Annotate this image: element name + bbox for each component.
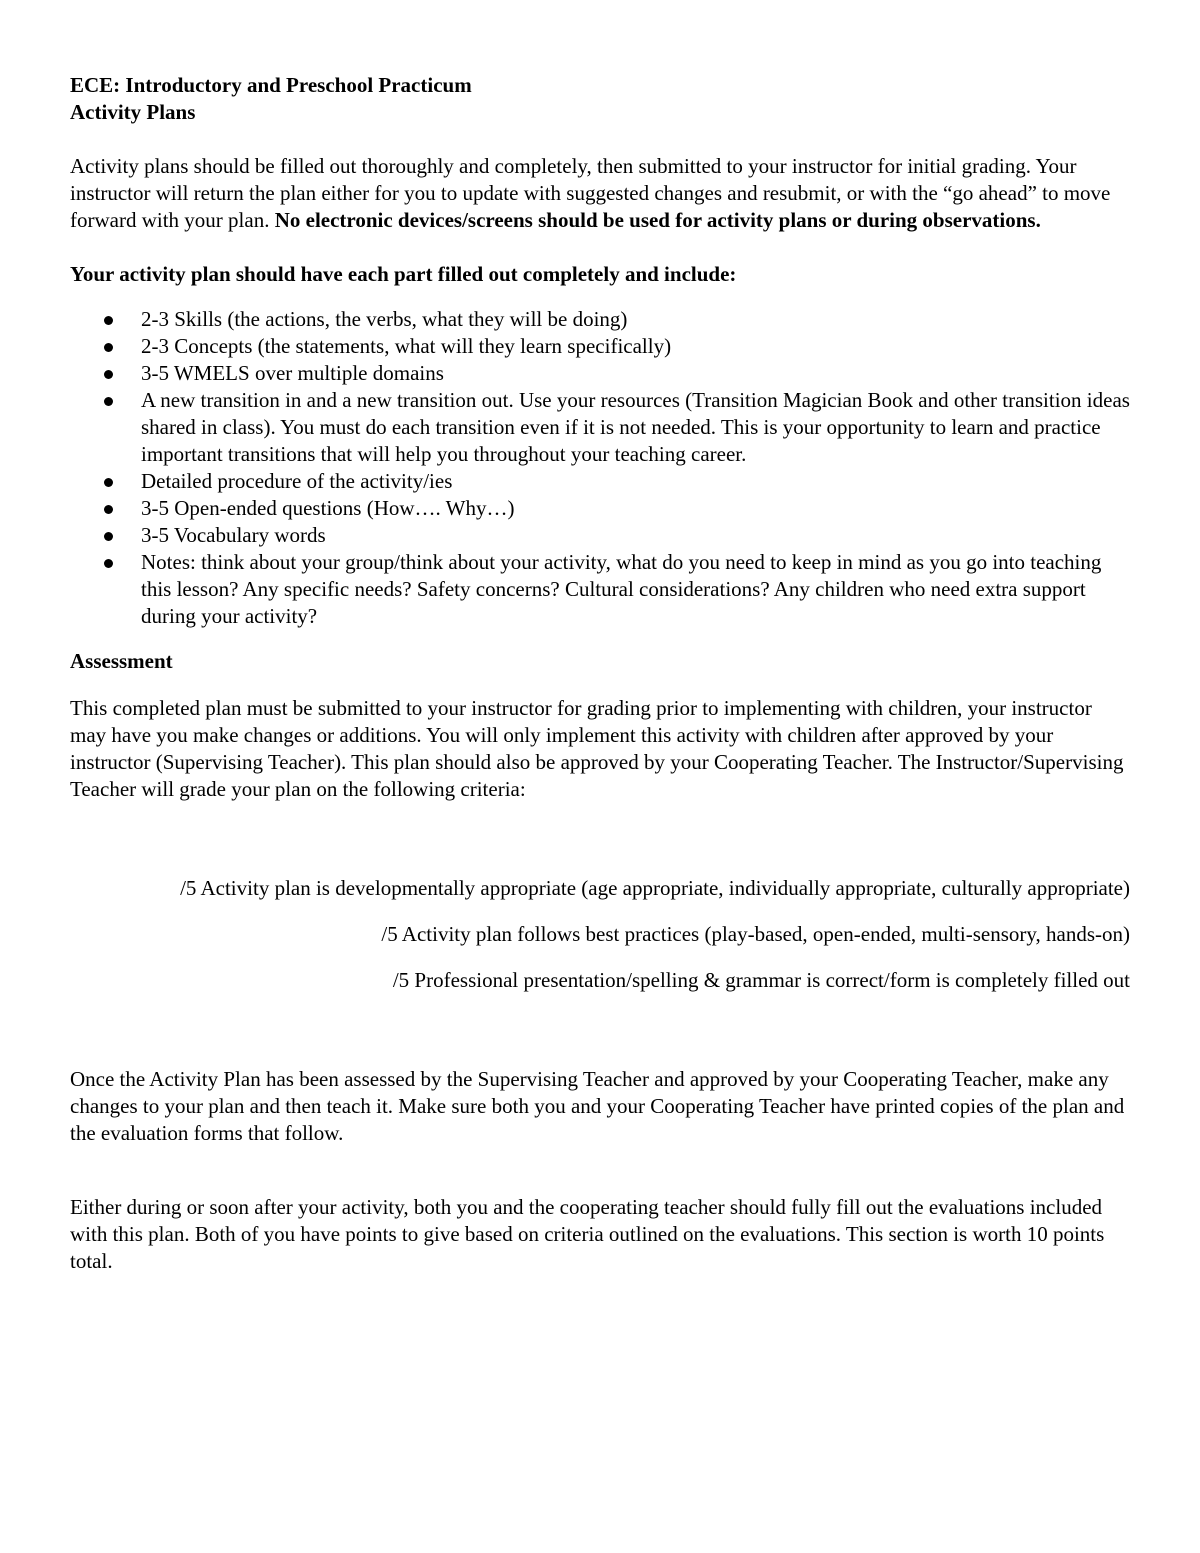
list-item bbox=[70, 549, 1130, 630]
criteria-item: /5 Activity plan follows best practices (play-based, open-ended, multi-sensory, hands-on) bbox=[381, 922, 1130, 946]
bullet-icon bbox=[104, 532, 113, 541]
list-item bbox=[70, 468, 1130, 495]
document-page bbox=[70, 72, 1130, 1275]
list-item bbox=[70, 333, 1130, 360]
list-item bbox=[70, 387, 1130, 468]
intro-paragraph bbox=[70, 153, 1130, 234]
list-item-text: A new transition in and a new transition out. Use your resources (Transition Magician Book and other transition ideas shared in class). You must do each transition even if it is not needed. This is your opportunity to learn and practice important transitions that will help you throughout your teaching career. bbox=[141, 388, 1130, 466]
assessment-paragraph: This completed plan must be submitted to your instructor for grading prior to implementing with children, your instructor may have you make changes or additions. You will only implement this activity with children after approved by your instructor (Supervising Teacher). This plan should also be approved by your Cooperating Teacher. The Instructor/Supervising Teacher will grade your plan on the following criteria: bbox=[70, 696, 1124, 801]
course-title: ECE: Introductory and Preschool Practicum bbox=[70, 73, 472, 97]
document-title: Activity Plans bbox=[70, 100, 196, 124]
closing-paragraph-2: Either during or soon after your activity, both you and the cooperating teacher should fully fill out the evaluations included with this plan. Both of you have points to give based on criteria outlined on the evaluations. This section is worth 10 points total. bbox=[70, 1195, 1105, 1273]
requirements-list bbox=[70, 306, 1130, 630]
requirements-heading: Your activity plan should have each part filled out completely and include: bbox=[70, 262, 737, 286]
bullet-icon bbox=[104, 397, 113, 406]
list-item-text: 3-5 Vocabulary words bbox=[141, 523, 326, 547]
list-item-text: 2-3 Skills (the actions, the verbs, what they will be doing) bbox=[141, 307, 628, 331]
grading-criteria bbox=[70, 875, 1130, 994]
intro-bold-text: No electronic devices/screens should be used for activity plans or during observations. bbox=[274, 208, 1041, 232]
list-item-text: 3-5 Open-ended questions (How…. Why…) bbox=[141, 496, 515, 520]
bullet-icon bbox=[104, 478, 113, 487]
list-item bbox=[70, 306, 1130, 333]
bullet-icon bbox=[104, 343, 113, 352]
list-item bbox=[70, 360, 1130, 387]
intro-text: Activity plans should be filled out thoroughly and completely, then submitted to your instructor for initial grading. Your instructor will return the plan either for you to update with suggested changes and resubmit, or with the “go ahead” to move forward with your plan. bbox=[70, 154, 1111, 232]
bullet-icon bbox=[104, 505, 113, 514]
criteria-item: /5 Activity plan is developmentally appropriate (age appropriate, individually appropriate, culturally appropriate) bbox=[180, 876, 1130, 900]
list-item bbox=[70, 522, 1130, 549]
list-item-text: Detailed procedure of the activity/ies bbox=[141, 469, 453, 493]
bullet-icon bbox=[104, 316, 113, 325]
list-item-text: Notes: think about your group/think about your activity, what do you need to keep in mind as you go into teaching this lesson? Any specific needs? Safety concerns? Cultural considerations? Any children who need extra support during your activity? bbox=[141, 550, 1102, 628]
list-item-text: 2-3 Concepts (the statements, what will they learn specifically) bbox=[141, 334, 672, 358]
list-item bbox=[70, 495, 1130, 522]
list-item-text: 3-5 WMELS over multiple domains bbox=[141, 361, 444, 385]
bullet-icon bbox=[104, 370, 113, 379]
assessment-heading: Assessment bbox=[70, 649, 173, 673]
closing-paragraph-1: Once the Activity Plan has been assessed by the Supervising Teacher and approved by your Cooperating Teacher, make any changes to your plan and then teach it. Make sure both you and your Cooperating Teacher have printed copies of the plan and the evaluation forms that follow. bbox=[70, 1067, 1125, 1145]
bullet-icon bbox=[104, 559, 113, 568]
criteria-item: /5 Professional presentation/spelling & grammar is correct/form is completely filled out bbox=[392, 968, 1130, 992]
